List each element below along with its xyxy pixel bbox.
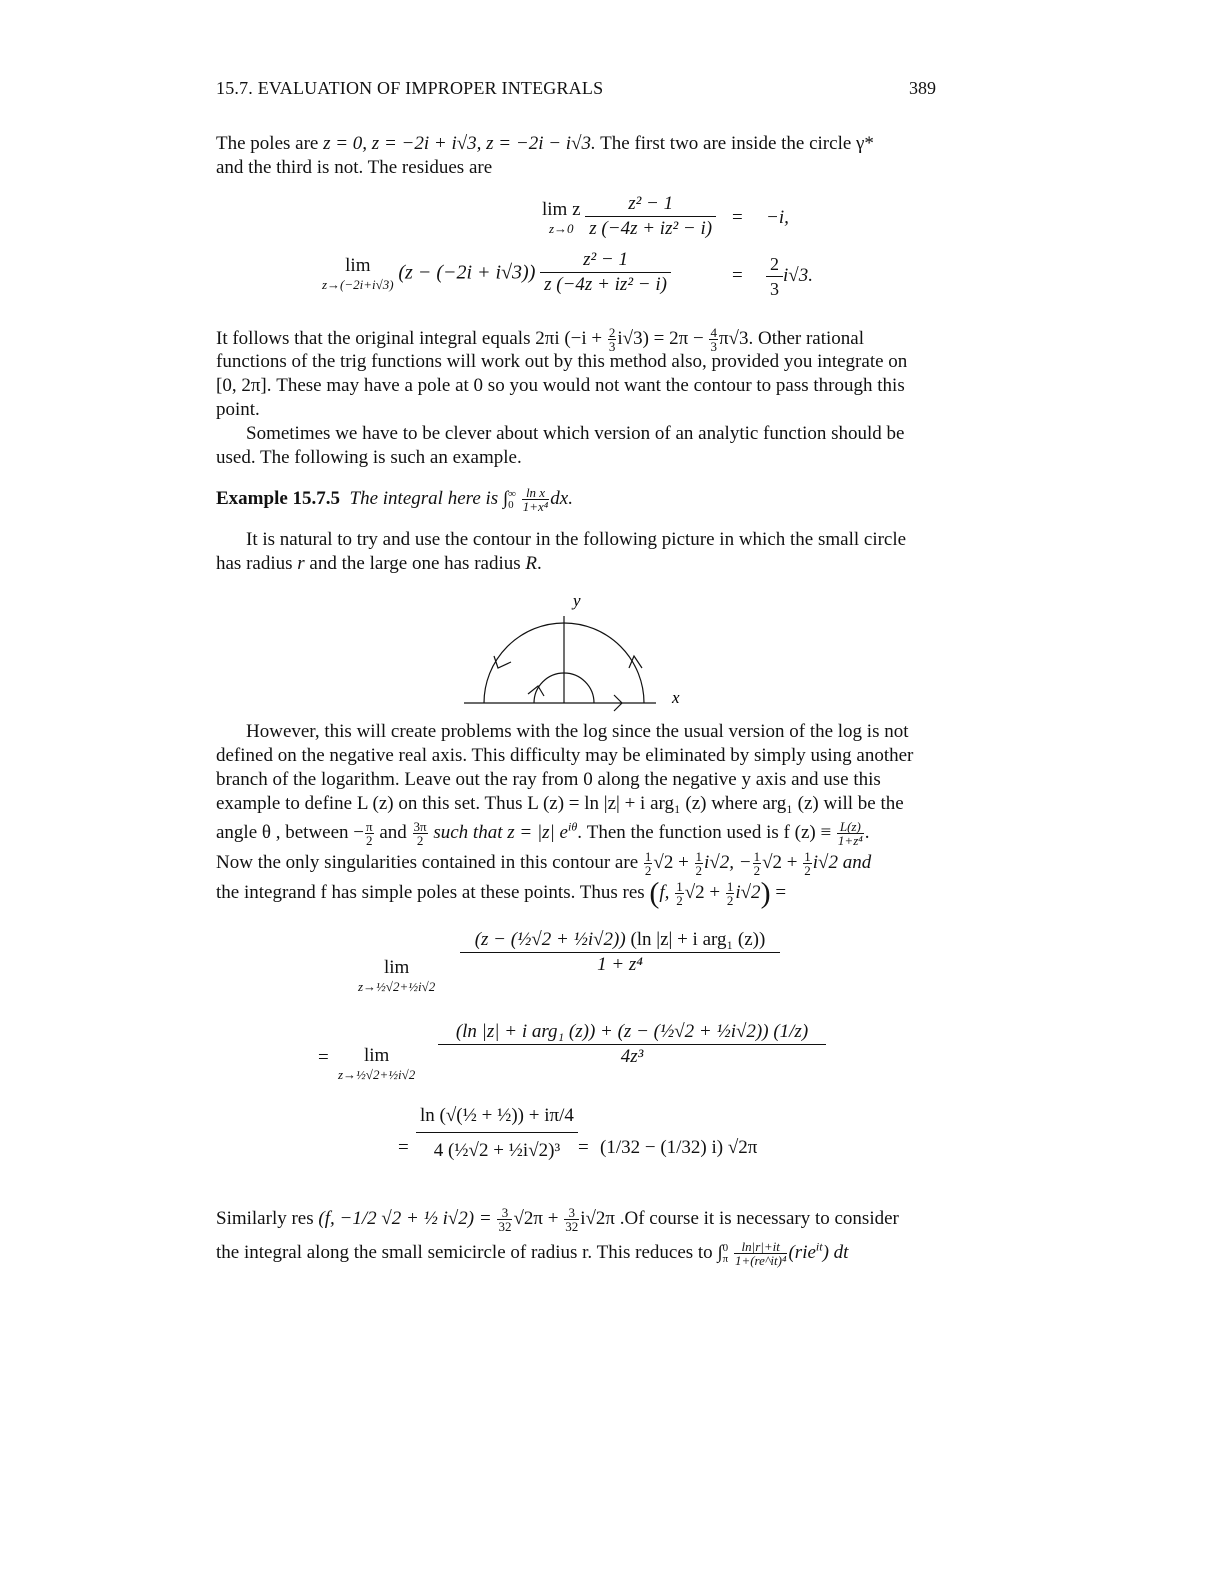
math-inline: z = 0, z = −2i + i√3, z = −2i − i√3. (323, 133, 596, 154)
equals-sign: = (398, 1137, 409, 1158)
limit-operator: lim (345, 254, 371, 276)
running-header (216, 76, 936, 102)
text-line: and the third is not. The residues are (216, 157, 493, 178)
paragraph-poles (216, 132, 936, 180)
residue-fraction-b: $\frac{\text{(ln |z| + i arg₁ (z)) + (z − (½√2 + ½i√2)) (1/z)}}{\text{4z³}}$ (438, 1020, 826, 1069)
text-line: example to define L (z) on this set. Thus L (z) = ln |z| + i arg₁ (z) where arg₁ (z) will be the (216, 793, 904, 814)
text-line: [0, 2π]. These may have a pole at 0 so you would not want the contour to pass through this (216, 375, 905, 396)
example-label: Example 15.7.5 (216, 487, 341, 509)
fraction: $\frac{\text{z² − 1}}{\text{z (−4z + iz² − i)}}$ (540, 248, 671, 297)
residue-value-1: −i, (766, 207, 789, 228)
page-number: 389 (909, 78, 936, 98)
limit-subscript: z→0 (548, 220, 574, 236)
paragraph-contour-intro: It is natural to try and use the contour in the following picture in which the small circle has radius r and the large one has radius R. (216, 528, 936, 576)
contour-figure (456, 586, 736, 716)
residue-equation-1 (542, 192, 716, 241)
text-line: Sometimes we have to be clever about which version of an analytic function should be (246, 423, 905, 444)
equals-sign: = (318, 1047, 329, 1068)
arrow-large-left (494, 656, 511, 668)
text-line: point. (216, 399, 260, 420)
text: The first two are inside the circle γ* (595, 133, 874, 154)
text-line: functions of the trig functions will work out by this method also, provided you integrate on (216, 351, 908, 372)
limit-operator: lim z (542, 198, 581, 220)
equals-sign: = (578, 1137, 589, 1158)
paragraph-branch: However, this will create problems with the log since the usual version of the log is not defined on the negative real axis. This difficulty may be eliminated by simply using another branch of the logarithm. Leave out the ray from 0 along the negative y axis and use this example to define L (z) on this set. Thus L (z) = ln |z| + i arg₁ (z) where arg₁ (z) will be the angle θ , between − $\frac{\pi}{2}$ and $\frac{3\pi}{2}$ such that z = |z| $e^{i\theta}$. Then the function used is f (z) ≡ $\frac{L(z)}{\text{1+z⁴}}$ . Now the only singularities contained in this contour are $\frac{1}{2}$ √2 + $\frac{1}{2}$ i√2, − $\frac{1}{2}$ √2 + $\frac{1}{2}$ i√2 and the integrand f has simple poles at these points. Thus res (f, $\frac{1}{2}$ √2 + $\frac{1}{2}$ i√2) = (216, 720, 936, 912)
x-axis-label: x (672, 688, 680, 707)
equals-sign: = (732, 207, 743, 228)
residue-equation-2 (322, 248, 671, 297)
factor: (z − (−2i + i√3)) (398, 261, 536, 284)
equals-sign: = (732, 265, 743, 286)
text-line: However, this will create problems with the log since the usual version of the log is not (246, 721, 909, 742)
text-line: defined on the negative real axis. This difficulty may be eliminated by simply using another (216, 745, 914, 766)
residue-value-2: $\frac{2}{3}$ i√3. (766, 252, 813, 301)
paragraph-conclusion: It follows that the original integral equals 2πi (−i + $\frac{2}{3}$ i√3) = 2π − $\frac{4}{3}$ π√3. Other rational functions of the trig functions will work out by this method also, provided you integrate on [0, 2π]. These may have a pole at 0 so you would not want the contour to pass through this point. Sometimes we have to be clever about which version of an analytic function should be used. The following is such an example. (216, 326, 936, 470)
section-title: 15.7. EVALUATION OF IMPROPER INTEGRALS (216, 78, 604, 98)
text-line: used. The following is such an example. (216, 447, 522, 468)
residue-result: (1/32 − (1/32) i) √2π (600, 1137, 758, 1158)
text-line: It is natural to try and use the contour in the following picture in which the small circle (246, 529, 907, 550)
example-heading: Example 15.7.5 The integral here is ∫ ∞ 0 $\frac{\text{ln x}}{\text{1+x⁴}}$ dx. (216, 485, 573, 514)
residue-fraction-a: $\frac{\text{(z − (½√2 + ½i√2)) (ln |z| + i arg₁ (z))}}{\text{1 + z⁴}}$ (460, 928, 780, 977)
y-axis-label: y (573, 591, 581, 610)
residue-limit-a: lim z→½√2+½i√2 (358, 957, 436, 994)
text-line: branch of the logarithm. Leave out the ray from 0 along the negative y axis and use this (216, 769, 881, 790)
paragraph-similarly: Similarly res (f, −1/2 √2 + ½ i√2) = $\frac{3}{32}$ √2π + $\frac{3}{32}$ i√2π .Of course it is necessary to consider the integral along the small semicircle of radius r. This reduces to ∫ 0 π $\frac{\ln|r|+it}{\text{1+(re\textasciicircum{}it)⁴}}$ (rie$^{it}$) dt (216, 1205, 899, 1268)
text: The poles are (216, 133, 324, 154)
limit-subscript: z→(−2i+i√3) (322, 276, 394, 292)
residue-fraction-c: $\frac{\text{ln (√(½ + ½)) + iπ/4}}{\text{4 (½√2 + ½i√2)³}}$ (416, 1104, 578, 1163)
fraction: $\frac{\text{z² − 1}}{\text{z (−4z + iz² − i)}}$ (585, 192, 716, 241)
residue-limit-b: lim z→½√2+½i√2 (338, 1045, 416, 1082)
